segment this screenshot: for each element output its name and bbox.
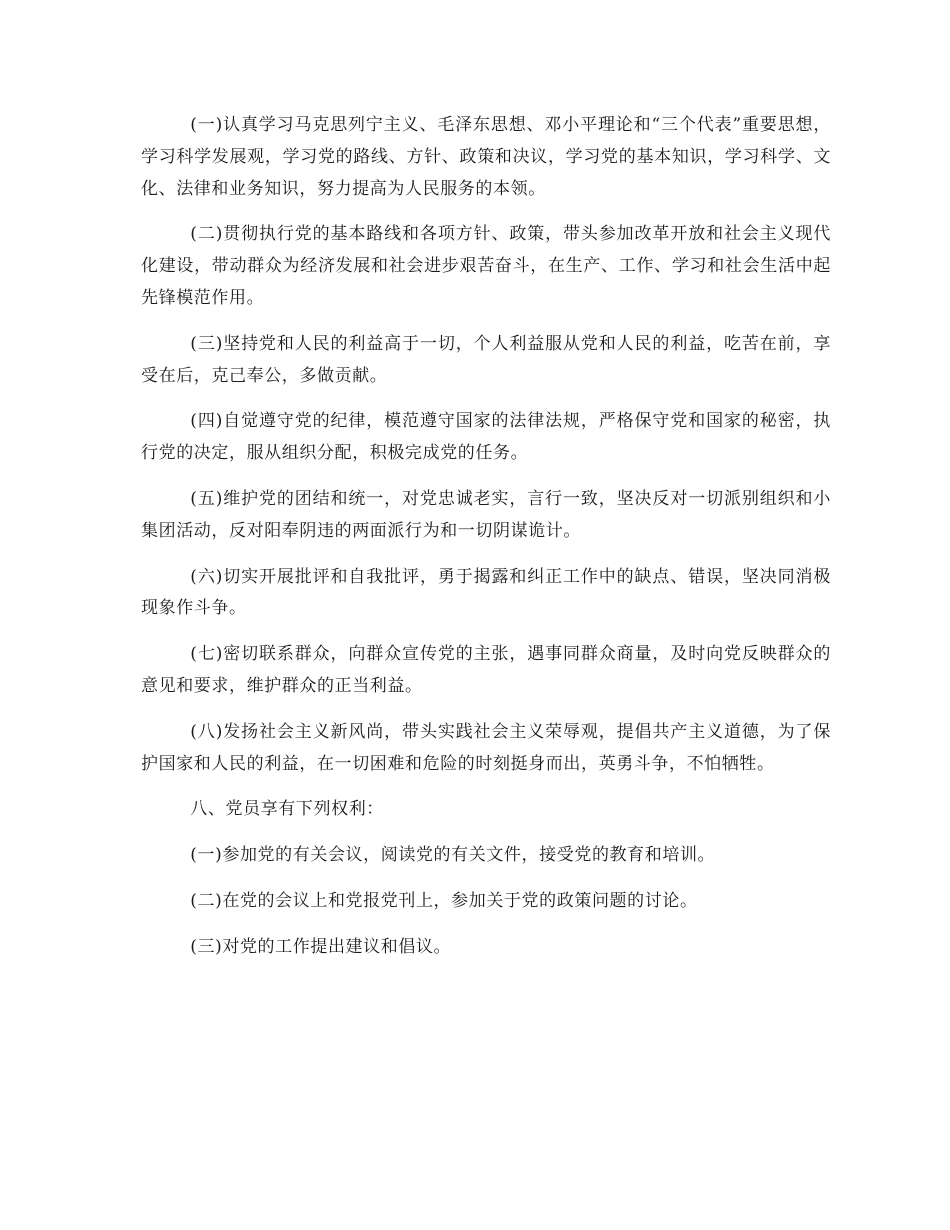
document-body (141, 110, 831, 978)
paragraph-10: (二)在党的会议上和党报党刊上，参加关于党的政策问题的讨论。 (190, 890, 698, 911)
paragraph-5: (五)维护党的团结和统一，对党忠诚老实，言行一致，坚决反对一切派别组织和小集团活动，反对阳奉阴违的两面派行为和一切阴谋诡计。 (141, 488, 831, 541)
paragraph-2: (二)贯彻执行党的基本路线和各项方针、政策，带头参加改革开放和社会主义现代化建设，带动群众为经济发展和社会进步艰苦奋斗，在生产、工作、学习和社会生活中起先锋模范作用。 (141, 224, 831, 308)
paragraph-11: (三)对党的工作提出建议和倡议。 (190, 936, 452, 957)
paragraph-4: (四)自觉遵守党的纪律，模范遵守国家的法律法规，严格保守党和国家的秘密，执行党的决定，服从组织分配，积极完成党的任务。 (141, 411, 831, 464)
paragraph-8: (八)发扬社会主义新风尚，带头实践社会主义荣辱观，提倡共产主义道德，为了保护国家和人民的利益，在一切困难和危险的时刻挺身而出，英勇斗争，不怕牺牲。 (141, 721, 831, 774)
paragraph-6: (六)切实开展批评和自我批评，勇于揭露和纠正工作中的缺点、错误，坚决同消极现象作斗争。 (141, 566, 831, 619)
paragraph-1: (一)认真学习马克思列宁主义、毛泽东思想、邓小平理论和“三个代表”重要思想，学习科学发展观，学习党的路线、方针、政策和决议，学习党的基本知识，学习科学、文化、法律和业务知识，努力提高为人民服务的本领。 (141, 115, 831, 199)
section-heading-rights: 八、党员享有下列权利： (190, 799, 384, 820)
paragraph-7: (七)密切联系群众，向群众宣传党的主张，遇事同群众商量，及时向党反映群众的意见和要求，维护群众的正当利益。 (141, 644, 831, 696)
paragraph-3: (三)坚持党和人民的利益高于一切，个人利益服从党和人民的利益，吃苦在前，享受在后，克己奉公，多做贡献。 (141, 333, 831, 386)
paragraph-9: (一)参加党的有关会议，阅读党的有关文件，接受党的教育和培训。 (190, 845, 716, 866)
